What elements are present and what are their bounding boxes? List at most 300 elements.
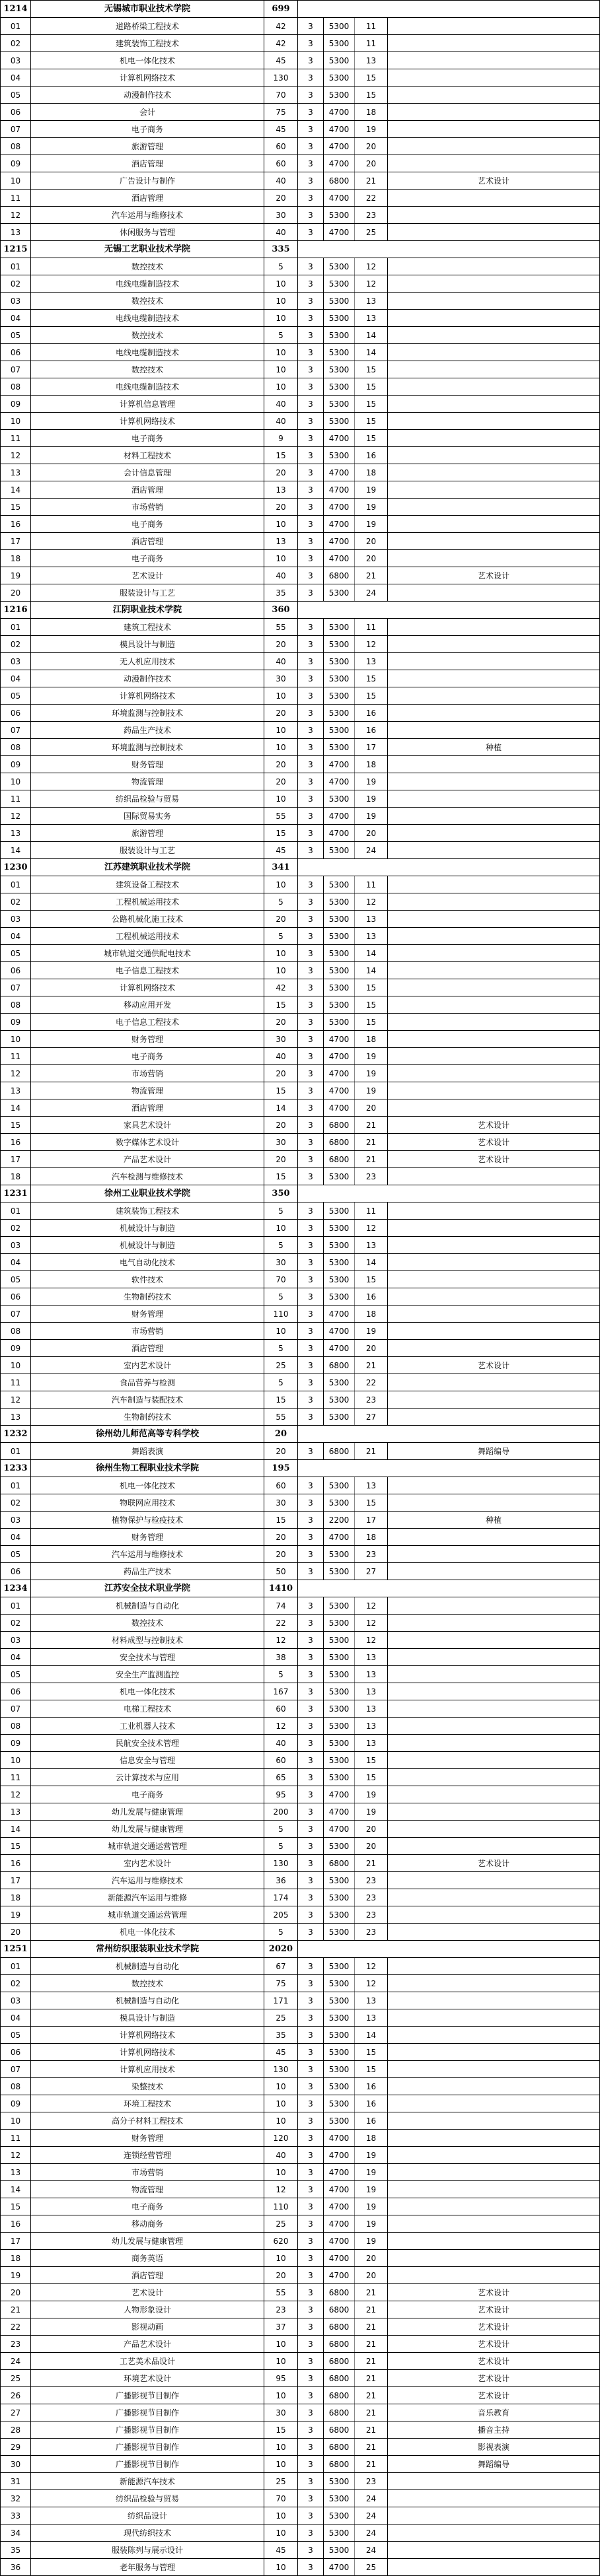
major-plan-count: 5 [264,1202,298,1220]
major-name: 工程机械运用技术 [31,893,264,911]
major-note [388,1752,600,1769]
major-note [388,2542,600,2559]
major-tuition-fee: 4700 [324,1065,355,1082]
school-name: 徐州幼儿师范高等专科学校 [31,1426,264,1443]
major-group-code: 16 [355,2112,388,2130]
major-row [1,1529,600,1546]
major-note [388,1271,600,1288]
major-group-code: 20 [355,825,388,842]
major-note [388,293,600,310]
major-name: 建筑设备工程技术 [31,876,264,893]
major-name: 电线电缆制造技术 [31,310,264,327]
major-row [1,1718,600,1735]
major-years: 3 [298,1752,324,1769]
major-group-code: 13 [355,1666,388,1683]
major-tuition-fee: 4700 [324,155,355,172]
major-code: 01 [1,1477,31,1494]
major-code: 04 [1,928,31,945]
major-group-code: 15 [355,670,388,687]
major-years: 3 [298,636,324,653]
major-years: 3 [298,1700,324,1718]
major-group-code: 23 [355,1391,388,1409]
major-name: 酒店管理 [31,1099,264,1117]
major-name: 休闲服务与管理 [31,224,264,241]
major-name: 数控技术 [31,1975,264,1992]
major-row [1,2164,600,2181]
major-plan-count: 20 [264,464,298,481]
major-years: 3 [298,378,324,396]
major-group-code: 13 [355,1735,388,1752]
major-years: 3 [298,1649,324,1666]
major-tuition-fee: 4700 [324,2267,355,2284]
major-plan-count: 40 [264,413,298,430]
major-years: 3 [298,2490,324,2507]
major-plan-count: 20 [264,911,298,928]
major-code: 17 [1,2233,31,2250]
major-code: 02 [1,275,31,293]
major-tuition-fee: 5300 [324,928,355,945]
major-tuition-fee: 5300 [324,1632,355,1649]
major-note: 艺术设计 [388,2353,600,2370]
major-name: 环境监测与控制技术 [31,705,264,722]
major-note [388,2112,600,2130]
major-note: 影视表演 [388,2439,600,2456]
major-group-code: 19 [355,1082,388,1099]
major-tuition-fee: 4700 [324,104,355,121]
major-group-code: 15 [355,413,388,430]
major-tuition-fee: 5300 [324,893,355,911]
major-tuition-fee: 5300 [324,1889,355,1906]
major-note: 舞蹈编导 [388,2456,600,2473]
major-note [388,1099,600,1117]
major-plan-count: 5 [264,1666,298,1683]
major-plan-count: 60 [264,1477,298,1494]
major-row [1,1992,600,2009]
major-name: 旅游管理 [31,825,264,842]
major-name: 艺术设计 [31,2284,264,2301]
major-plan-count: 15 [264,1391,298,1409]
major-code: 03 [1,1512,31,1529]
major-row [1,2233,600,2250]
major-name: 财务管理 [31,756,264,773]
major-years: 3 [298,550,324,567]
major-note [388,1288,600,1305]
major-plan-count: 20 [264,1117,298,1134]
major-group-code: 16 [355,1288,388,1305]
major-group-code: 21 [355,567,388,584]
major-code: 05 [1,1546,31,1563]
major-years: 3 [298,464,324,481]
major-code: 08 [1,138,31,155]
major-row [1,2112,600,2130]
major-code: 05 [1,1666,31,1683]
major-row [1,2421,600,2439]
major-note [388,653,600,670]
major-years: 3 [298,1906,324,1924]
major-plan-count: 55 [264,808,298,825]
major-note [388,2559,600,2576]
major-note [388,1323,600,1340]
major-years: 3 [298,670,324,687]
major-code: 15 [1,2198,31,2215]
major-row [1,1220,600,1237]
major-row [1,1237,600,1254]
major-row [1,1082,600,1099]
major-years: 3 [298,1992,324,2009]
major-row [1,979,600,996]
major-tuition-fee: 5300 [324,2078,355,2095]
major-group-code: 19 [355,1786,388,1803]
major-code: 28 [1,2421,31,2439]
major-row [1,344,600,361]
major-row [1,1700,600,1718]
major-code: 12 [1,447,31,464]
major-group-code: 14 [355,344,388,361]
major-group-code: 11 [355,1202,388,1220]
major-name: 汽车运用与维修技术 [31,207,264,224]
major-plan-count: 30 [264,670,298,687]
major-note [388,275,600,293]
major-name: 连锁经营管理 [31,2147,264,2164]
major-tuition-fee: 4700 [324,2215,355,2233]
major-group-code: 19 [355,1803,388,1821]
major-group-code: 23 [355,1872,388,1889]
major-name: 电子信息工程技术 [31,962,264,979]
major-tuition-fee: 4700 [324,1786,355,1803]
major-row [1,258,600,275]
major-group-code: 19 [355,1048,388,1065]
major-plan-count: 36 [264,1872,298,1889]
major-note [388,1786,600,1803]
major-years: 3 [298,1512,324,1529]
major-group-code: 20 [355,2250,388,2267]
major-code: 12 [1,207,31,224]
major-code: 09 [1,1735,31,1752]
major-name: 物联网应用技术 [31,1494,264,1512]
major-plan-count: 5 [264,1237,298,1254]
major-code: 04 [1,1529,31,1546]
major-plan-count: 5 [264,1838,298,1855]
major-tuition-fee: 5300 [324,687,355,705]
major-code: 02 [1,1615,31,1632]
major-tuition-fee: 4700 [324,1048,355,1065]
major-tuition-fee: 6800 [324,2387,355,2404]
major-row [1,1563,600,1580]
major-code: 08 [1,1323,31,1340]
major-row [1,928,600,945]
major-tuition-fee: 5300 [324,790,355,808]
major-row [1,962,600,979]
major-plan-count: 75 [264,104,298,121]
major-years: 3 [298,533,324,550]
major-plan-count: 45 [264,52,298,69]
major-years: 3 [298,293,324,310]
major-tuition-fee: 4700 [324,464,355,481]
major-years: 3 [298,567,324,584]
major-name: 幼儿发展与健康管理 [31,1803,264,1821]
major-note [388,1305,600,1323]
major-row [1,1975,600,1992]
major-code: 23 [1,2336,31,2353]
major-name: 市场营销 [31,1065,264,1082]
major-plan-count: 30 [264,2404,298,2421]
major-tuition-fee: 5300 [324,619,355,636]
major-group-code: 15 [355,1769,388,1786]
major-plan-count: 42 [264,18,298,35]
school-name: 徐州生物工程职业技术学院 [31,1460,264,1477]
major-name: 计算机网络技术 [31,69,264,87]
major-note: 艺术设计 [388,2370,600,2387]
major-plan-count: 65 [264,1769,298,1786]
major-code: 02 [1,1494,31,1512]
major-code: 10 [1,1031,31,1048]
major-years: 3 [298,2233,324,2250]
major-group-code: 13 [355,1992,388,2009]
major-note [388,1889,600,1906]
major-code: 09 [1,2095,31,2112]
major-row [1,1099,600,1117]
major-years: 3 [298,2198,324,2215]
major-code: 20 [1,1924,31,1941]
major-plan-count: 30 [264,1254,298,1271]
major-years: 3 [298,1031,324,1048]
major-tuition-fee: 5300 [324,1237,355,1254]
major-note [388,2147,600,2164]
major-tuition-fee: 5300 [324,653,355,670]
major-plan-count: 70 [264,87,298,104]
major-years: 3 [298,876,324,893]
major-row [1,876,600,893]
major-row [1,2507,600,2524]
major-plan-count: 30 [264,207,298,224]
major-name: 电线电缆制造技术 [31,344,264,361]
major-code: 16 [1,516,31,533]
major-note: 播音主持 [388,2421,600,2439]
major-code: 11 [1,2130,31,2147]
major-code: 17 [1,1151,31,1168]
major-note [388,2181,600,2198]
major-plan-count: 55 [264,619,298,636]
major-plan-count: 10 [264,550,298,567]
school-blank-cell [298,1941,600,1958]
major-code: 06 [1,1288,31,1305]
major-plan-count: 10 [264,962,298,979]
major-group-code: 22 [355,1374,388,1391]
major-row [1,207,600,224]
major-note [388,550,600,567]
major-years: 3 [298,155,324,172]
major-note [388,893,600,911]
major-code: 04 [1,69,31,87]
major-years: 3 [298,1563,324,1580]
major-code: 09 [1,155,31,172]
major-code: 14 [1,1099,31,1117]
major-group-code: 13 [355,1700,388,1718]
major-tuition-fee: 4700 [324,2147,355,2164]
major-row [1,516,600,533]
major-code: 01 [1,1443,31,1460]
major-row [1,1288,600,1305]
major-name: 生物制药技术 [31,1409,264,1426]
major-note [388,2198,600,2215]
major-tuition-fee: 4700 [324,190,355,207]
major-row [1,138,600,155]
major-tuition-fee: 5300 [324,636,355,653]
school-header-row [1,241,600,258]
major-years: 3 [298,825,324,842]
major-row [1,1855,600,1872]
major-years: 3 [298,138,324,155]
major-years: 3 [298,653,324,670]
major-tuition-fee: 4700 [324,481,355,499]
major-row [1,224,600,241]
major-group-code: 12 [355,1615,388,1632]
major-plan-count: 174 [264,1889,298,1906]
major-note [388,1821,600,1838]
major-plan-count: 42 [264,979,298,996]
major-years: 3 [298,2284,324,2301]
major-years: 3 [298,1357,324,1374]
major-code: 06 [1,962,31,979]
major-note [388,1494,600,1512]
major-years: 3 [298,584,324,602]
major-note [388,1872,600,1889]
major-group-code: 19 [355,790,388,808]
major-tuition-fee: 4700 [324,773,355,790]
major-code: 13 [1,2164,31,2181]
major-row [1,1769,600,1786]
major-tuition-fee: 4700 [324,2130,355,2147]
major-group-code: 15 [355,2061,388,2078]
major-tuition-fee: 5300 [324,996,355,1014]
major-tuition-fee: 4700 [324,533,355,550]
major-plan-count: 35 [264,584,298,602]
major-note: 艺术设计 [388,567,600,584]
major-name: 工艺美术品设计 [31,2353,264,2370]
major-tuition-fee: 5300 [324,1563,355,1580]
major-code: 04 [1,670,31,687]
major-name: 计算机网络技术 [31,413,264,430]
major-group-code: 27 [355,1563,388,1580]
major-note [388,756,600,773]
major-tuition-fee: 5300 [324,1752,355,1769]
major-plan-count: 70 [264,2490,298,2507]
major-row [1,1512,600,1529]
major-row [1,1443,600,1460]
major-group-code: 12 [355,1958,388,1975]
major-years: 3 [298,104,324,121]
major-note [388,825,600,842]
major-note: 艺术设计 [388,1117,600,1134]
major-name: 舞蹈表演 [31,1443,264,1460]
major-tuition-fee: 6800 [324,2284,355,2301]
major-group-code: 20 [355,1838,388,1855]
major-name: 电线电缆制造技术 [31,378,264,396]
major-row [1,1649,600,1666]
major-plan-count: 10 [264,2112,298,2130]
major-group-code: 24 [355,584,388,602]
school-code: 1251 [1,1941,31,1958]
major-name: 物流管理 [31,773,264,790]
major-code: 11 [1,1769,31,1786]
major-code: 15 [1,1838,31,1855]
major-code: 24 [1,2353,31,2370]
major-tuition-fee: 5300 [324,1666,355,1683]
major-group-code: 21 [355,2318,388,2336]
major-name: 酒店管理 [31,2267,264,2284]
major-group-code: 13 [355,911,388,928]
major-code: 01 [1,619,31,636]
major-code: 13 [1,224,31,241]
major-years: 3 [298,1683,324,1700]
major-tuition-fee: 5300 [324,2009,355,2027]
major-row [1,911,600,928]
major-code: 16 [1,1134,31,1151]
major-years: 3 [298,1082,324,1099]
major-note: 艺术设计 [388,2387,600,2404]
major-group-code: 13 [355,1477,388,1494]
major-code: 02 [1,35,31,52]
major-row [1,1031,600,1048]
major-row [1,87,600,104]
major-name: 机电一体化技术 [31,1924,264,1941]
major-row [1,172,600,190]
major-group-code: 18 [355,464,388,481]
major-group-code: 18 [355,2130,388,2147]
school-name: 江阴职业技术学院 [31,602,264,619]
major-note [388,1735,600,1752]
major-row [1,2044,600,2061]
major-tuition-fee: 5300 [324,1718,355,1735]
major-years: 3 [298,1374,324,1391]
major-name: 建筑工程技术 [31,619,264,636]
major-group-code: 21 [355,2353,388,2370]
major-group-code: 27 [355,1409,388,1426]
major-row [1,1323,600,1340]
major-tuition-fee: 5300 [324,2044,355,2061]
major-group-code: 20 [355,1099,388,1117]
major-code: 22 [1,2318,31,2336]
school-code: 1233 [1,1460,31,1477]
major-row [1,1151,600,1168]
major-code: 14 [1,481,31,499]
major-note [388,979,600,996]
major-note [388,773,600,790]
school-total-plan: 20 [264,1426,298,1443]
major-tuition-fee: 5300 [324,1958,355,1975]
major-row [1,430,600,447]
major-years: 3 [298,2301,324,2318]
major-tuition-fee: 5300 [324,842,355,859]
major-years: 3 [298,207,324,224]
major-row [1,996,600,1014]
major-note [388,1374,600,1391]
major-row [1,2130,600,2147]
major-group-code: 18 [355,756,388,773]
major-code: 10 [1,413,31,430]
major-tuition-fee: 4700 [324,1082,355,1099]
major-group-code: 13 [355,2009,388,2027]
major-code: 07 [1,722,31,739]
major-group-code: 12 [355,258,388,275]
major-row [1,18,600,35]
major-row [1,2370,600,2387]
major-note [388,361,600,378]
major-code: 13 [1,1082,31,1099]
major-group-code: 19 [355,1323,388,1340]
major-years: 3 [298,481,324,499]
major-group-code: 21 [355,2421,388,2439]
